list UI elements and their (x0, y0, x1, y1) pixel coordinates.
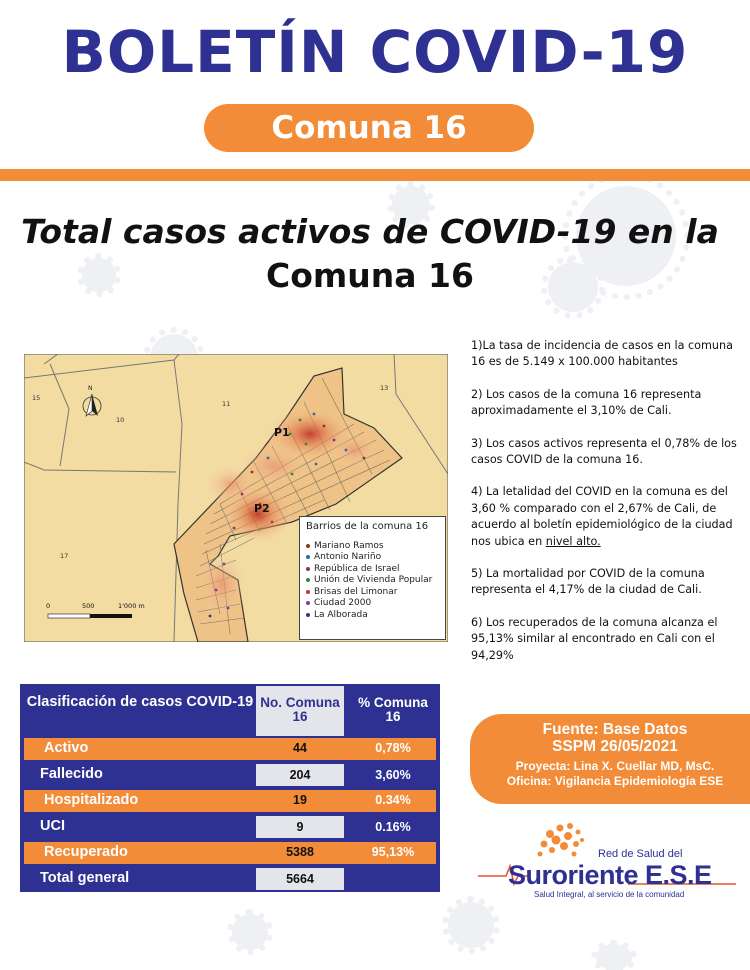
suroriente-logo (478, 818, 740, 898)
virus-decoration-icon (596, 944, 632, 970)
count-activo: 44 (293, 741, 307, 755)
virus-decoration-icon (232, 914, 268, 950)
section-title-line1: Total casos activos de COVID-19 en la (21, 212, 719, 251)
row-label-activo: Activo (44, 740, 89, 756)
legend-item-label: Antonio Nariño (314, 552, 382, 563)
note-5: 5) La mortalidad por COVID de la comuna representa el 4,17% de la ciudad de Cali. (471, 567, 705, 597)
map-legend (299, 516, 446, 640)
section-title-line2: Comuna 16 (266, 256, 474, 295)
logo-tagline: Salud Integral, al servicio de la comunidad (534, 890, 685, 899)
p2-label: P2 (254, 502, 270, 515)
legend-dot-icon (306, 590, 310, 594)
legend-item (306, 563, 439, 575)
comuna-13-label: 13 (380, 384, 389, 392)
legend-item (306, 586, 439, 598)
legend-dot-icon (306, 578, 310, 582)
note-2: 2) Los casos de la comuna 16 representa aproximadamente el 3,10% de Cali. (471, 387, 702, 418)
header-classification: Clasificación de casos COVID-19 (26, 694, 254, 710)
legend-item (306, 598, 439, 610)
legend-dot-icon (306, 555, 310, 559)
note-1: 1)La tasa de incidencia de casos en la comuna 16 es de 5.149 x 100.000 habitantes (471, 339, 733, 369)
legend-item (306, 575, 439, 587)
scale-1000-label: 1'000 m (118, 602, 145, 610)
note-3: 3) Los casos activos representa el 0,78% de los casos COVID de la comuna 16. (471, 436, 737, 467)
count-hospitalizado: 19 (293, 793, 307, 807)
source-line-2: SSPM 26/05/2021 (552, 738, 678, 755)
legend-item-label: Ciudad 2000 (314, 598, 372, 609)
pct-activo: 0,78% (375, 741, 411, 755)
count-total: 5664 (256, 868, 344, 890)
section-title (20, 210, 720, 298)
count-fallecido: 204 (256, 764, 344, 786)
cases-table (20, 684, 440, 892)
legend-dot-icon (306, 613, 310, 617)
legend-item (306, 540, 439, 552)
comuna-badge: Comuna 16 (204, 104, 534, 152)
header-divider (0, 169, 750, 181)
source-line-1: Fuente: Base Datos (542, 721, 688, 738)
header-count: No. Comuna 16 (256, 686, 344, 736)
p1-label: P1 (274, 426, 290, 439)
row-label-total: Total general (40, 870, 130, 886)
row-label-hospitalizado: Hospitalizado (44, 792, 139, 808)
row-label-fallecido: Fallecido (40, 766, 103, 782)
legend-dot-icon (306, 567, 310, 571)
count-recuperado: 5388 (286, 845, 314, 859)
legend-item-label: Mariano Ramos (314, 540, 384, 551)
scale-500-label: 500 (82, 602, 95, 610)
note-6: 6) Los recuperados de la comuna alcanza el 95,13% similar al encontrado en Cali con el 94,29% (471, 615, 718, 662)
count-uci: 9 (256, 816, 344, 838)
comuna-15-label: 15 (32, 394, 41, 402)
source-author: Proyecta: Lina X. Cuellar MD, MsC. (515, 759, 715, 773)
notes-panel (471, 338, 741, 680)
pct-hospitalizado: 0.34% (375, 793, 411, 807)
legend-item (306, 552, 439, 564)
pct-recuperado: 95,13% (371, 845, 415, 859)
legend-item (306, 609, 439, 621)
comuna-17-label: 17 (60, 552, 69, 560)
note-4-highlight: nivel alto. (545, 534, 601, 548)
virus-decoration-icon (448, 902, 494, 948)
legend-item-label: Brisas del Limonar (314, 586, 398, 597)
legend-item-label: La Alborada (314, 609, 368, 620)
logo-brand-name: Suroriente E.S.E (508, 860, 712, 890)
comuna-10-label: 10 (116, 416, 125, 424)
row-label-uci: UCI (40, 818, 65, 834)
north-label: N (88, 385, 93, 392)
pct-uci: 0.16% (375, 820, 411, 834)
note-4 (471, 484, 741, 550)
row-label-recuperado: Recuperado (44, 844, 128, 860)
legend-title: Barrios de la comuna 16 (306, 521, 429, 532)
source-box (470, 714, 750, 804)
legend-item-label: Unión de Vivienda Popular (314, 575, 433, 586)
source-office: Oficina: Vigilancia Epidemiología ESE (506, 774, 724, 788)
logo-top-text: Red de Salud del (598, 848, 683, 860)
note-4-text: 4) La letalidad del COVID en la comuna es del 3,60 % comparado con el 2,67% de Cali, de acuerdo al boletín epidemiológico de la ciudad nos ubica en (471, 485, 733, 548)
legend-item-label: República de Israel (314, 563, 400, 574)
header-percent: % Comuna 16 (358, 695, 428, 724)
pct-fallecido: 3,60% (375, 768, 411, 782)
comuna-11-label: 11 (222, 400, 231, 408)
scale-0-label: 0 (46, 602, 51, 610)
legend-dot-icon (306, 544, 310, 548)
legend-dot-icon (306, 601, 310, 605)
bulletin-title: BOLETÍN COVID-19 (61, 18, 689, 86)
